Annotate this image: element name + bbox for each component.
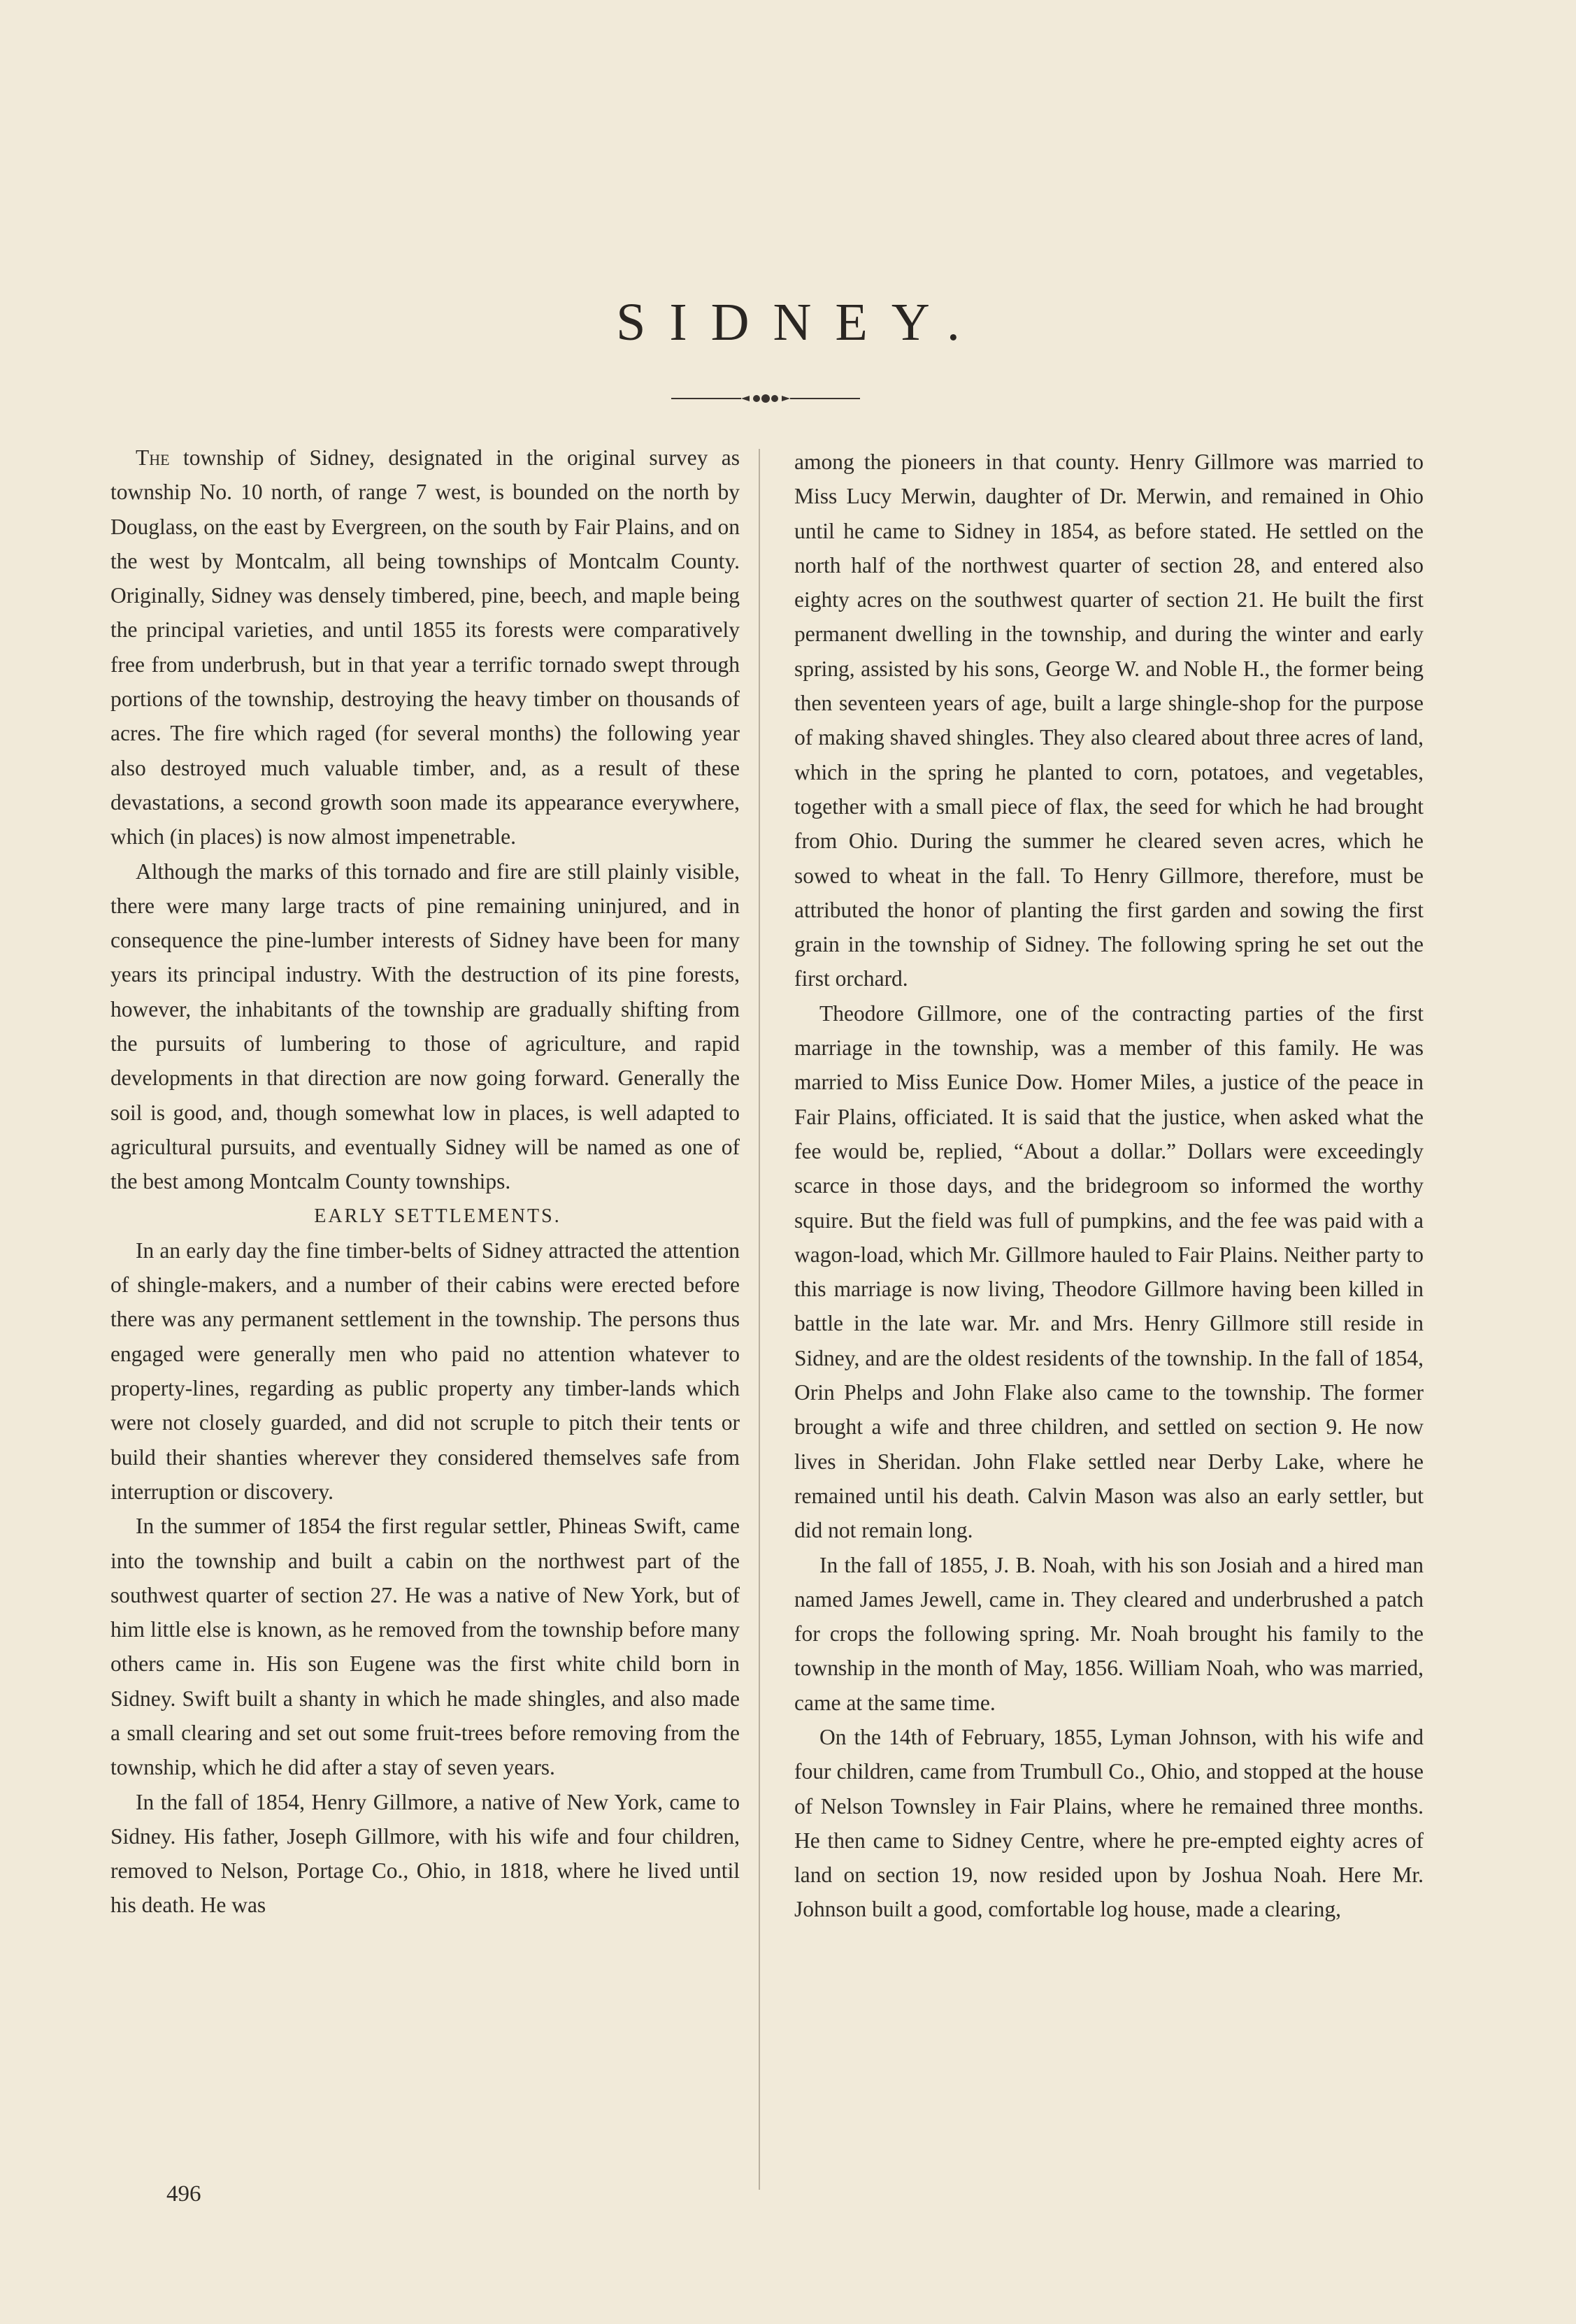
paragraph: Theodore Gillmore, one of the contracting parties of the first marriage in the township, was a member of this family. He was married to Miss Eunice Dow. Homer Miles, a justice of the peace in Fair Plains, officiated. It is said that the justice, when asked what the fee would be, replied, “About a dollar.” Dollars were exceedingly scarce in those days, and the bridegroom so informed the worthy squire. But the field was full of pumpkins, and the fee was paid with a wagon-load, which Mr. Gillmore hauled to Fair Plains. Neither party to this marriage is now living, Theodore Gillmore having been killed in battle in the late war. Mr. and Mrs. Henry Gillmore still reside in Sidney, and are the oldest residents of the township. In the fall of 1854, Orin Phelps and John Flake also came to the township. The former brought a wife and three children, and settled on section 9. He now lives in Sheridan. John Flake settled near Derby Lake, where he remained until his death. Calvin Mason was also an early settler, but did not remain long. bbox=[794, 1000, 1424, 1543]
left-column bbox=[110, 440, 740, 1923]
page-title: SIDNEY. bbox=[616, 293, 984, 352]
paragraph bbox=[110, 440, 740, 854]
page-number: 496 bbox=[166, 2181, 201, 2207]
paragraph: In the summer of 1854 the first regular settler, Phineas Swift, came into the township and built a cabin on the northwest part of the southwest quarter of section 27. He was a native of New York, but of him little else is known, as he removed from the township before many others came in. His son Eugene was the first white child born in Sidney. Swift built a shanty in which he made shingles, and also made a small clearing and set out some fruit-trees before removing from the township, which he did after a stay of seven years. bbox=[110, 1514, 740, 1780]
section-heading: EARLY SETTLEMENTS. bbox=[314, 1205, 561, 1227]
paragraph: among the pioneers in that county. Henry Gillmore was married to Miss Lucy Merwin, daughter of Dr. Merwin, and remained in Ohio until he came to Sidney in 1854, as before stated. He settled on the north half of the northwest quarter of section 28, and entered also eighty acres on the southwest quarter of section 21. He built the first permanent dwelling in the township, and during the winter and early spring, assisted by his sons, George W. and Noble H., the former being then seventeen years of age, built a large shingle-shop for the purpose of making shaved shingles. They also cleared about three acres of land, which in the spring he planted to corn, potatoes, and vegetables, together with a small piece of flax, the seed for which he had brought from Ohio. During the summer he cleared seven acres, which he sowed to wheat in the fall. To Henry Gillmore, therefore, must be attributed the honor of planting the first garden and sowing the first grain in the township of Sidney. The following spring he set out the first orchard. bbox=[794, 450, 1424, 991]
right-column bbox=[794, 445, 1424, 1927]
paragraph: In the fall of 1855, J. B. Noah, with his son Josiah and a hired man named James Jewell, came in. They cleared and underbrushed a patch for crops the following spring. Mr. Noah brought his family to the township in the month of May, 1856. William Noah, who was married, came at the same time. bbox=[794, 1552, 1424, 1715]
lead-word: The bbox=[136, 445, 170, 470]
paragraph-text: township of Sidney, designated in the original survey as township No. 10 north, of range 7 west, is bounded on the north by Douglass, on the east by Evergreen, on the south by Fair Plains, and on the west by Montcalm, all being townships of Montcalm County. Originally, Sidney was densely timbered, pine, beech, and maple being the principal varieties, and until 1855 its forests were comparatively free from underbrush, but in that year a terrific tornado swept through portions of the township, destroying the heavy timber on thousands of acres. The fire which raged (for several months) the following year also destroyed much valuable timber, and, as a result of these devastations, a second growth soon made its appearance everywhere, which (in places) is now almost impenetrable. bbox=[110, 445, 740, 849]
paragraph: In an early day the fine timber-belts of Sidney attracted the attention of shingle-makers, and a number of their cabins were erected before there was any permanent settlement in the township. The persons thus engaged were generally men who paid no attention whatever to property-lines, regarding as public property any timber-lands which were not closely guarded, and did not scruple to pitch their tents or build their shanties wherever they considered themselves safe from interruption or discovery. bbox=[110, 1238, 740, 1504]
paragraph: In the fall of 1854, Henry Gillmore, a native of New York, came to Sidney. His father, Joseph Gillmore, with his wife and four children, removed to Nelson, Portage Co., Ohio, in 1818, where he lived until his death. He was bbox=[110, 1789, 740, 1918]
paragraph: Although the marks of this tornado and fire are still plainly visible, there were many large tracts of pine remaining uninjured, and in consequence the pine-lumber interests of Sidney have been for many years its principal industry. With the destruction of its pine forests, however, the inhabitants of the township are gradually shifting from the pursuits of lumbering to those of agriculture, and rapid developments in that direction are now going forward. Generally the soil is good, and, though somewhat low in places, is well adapted to agricultural pursuits, and eventually Sidney will be named as one of the best among Montcalm County townships. bbox=[110, 859, 740, 1194]
title-ornament bbox=[671, 390, 860, 407]
paragraph: On the 14th of February, 1855, Lyman Johnson, with his wife and four children, came from Trumbull Co., Ohio, and stopped at the house of Nelson Townsley in Fair Plains, where he remained three months. He then came to Sidney Centre, where he pre-empted eighty acres of land on section 19, now resided upon by Joshua Noah. Here Mr. Johnson built a good, comfortable log house, made a clearing, bbox=[794, 1724, 1424, 1922]
column-divider bbox=[759, 449, 760, 2190]
